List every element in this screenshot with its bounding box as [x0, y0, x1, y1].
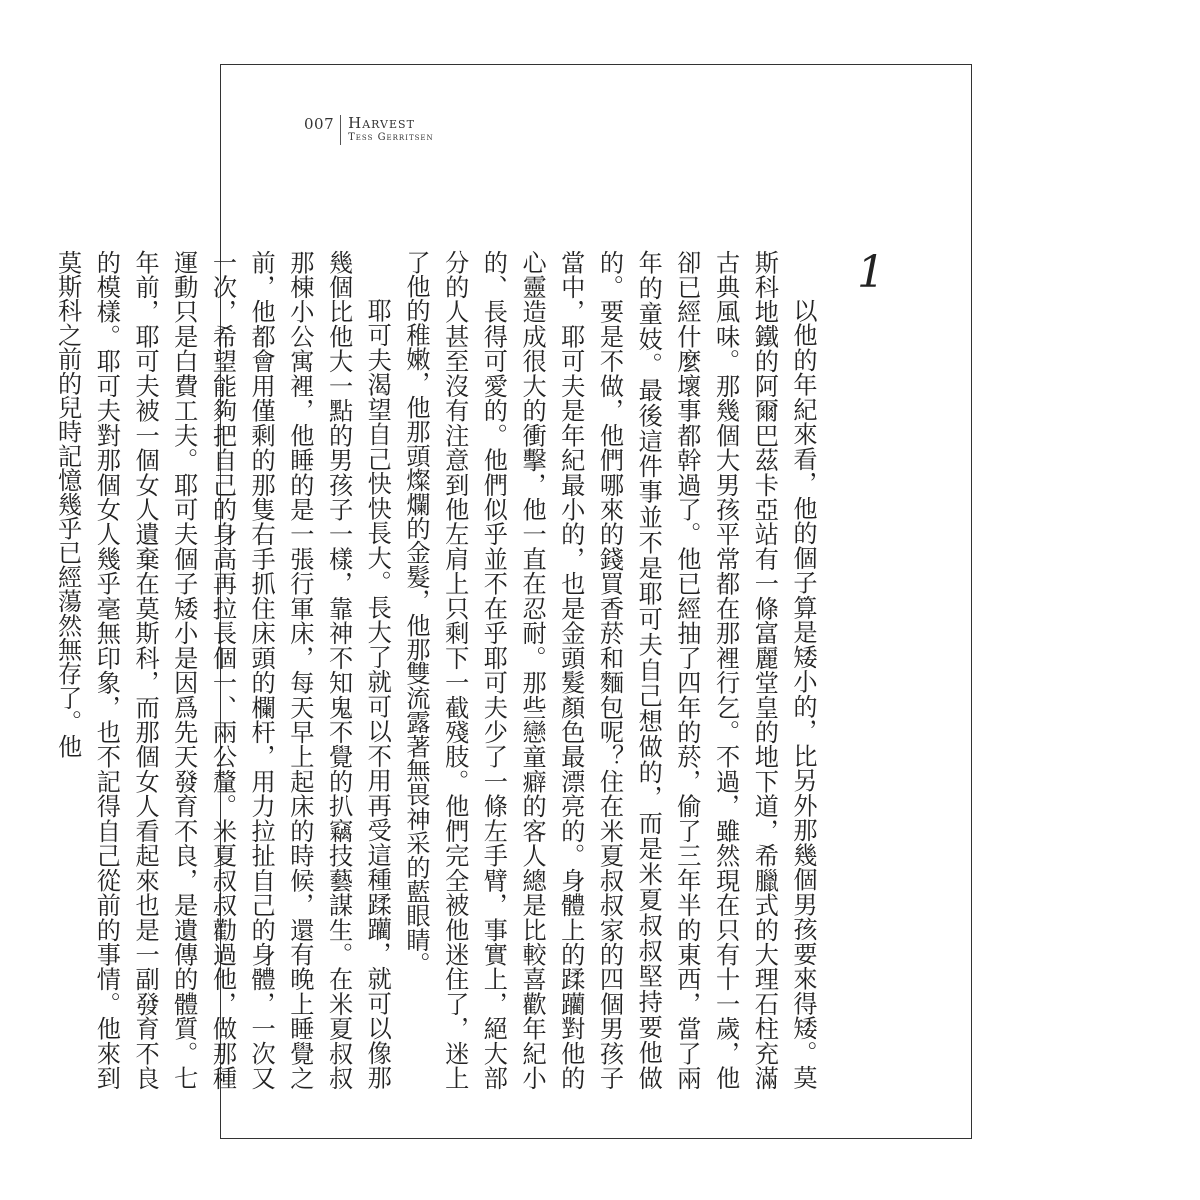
chapter-body-text [53, 250, 822, 1090]
paragraph: 耶可夫渴望自己快快長大。長大了就可以不用再受這種蹂躪，就可以像那幾個比他大一點的男孩子一樣，靠神不知鬼不覺的扒竊技藝謀生。在米夏叔叔那棟小公寓裡，他睡的是一張行軍床，每天早上起床的時候，還有晚上睡覺之前，他都會用僅剩的那隻右手抓住床頭的欄杆，用力拉扯自己的身體，一次又一次，希望能夠把自己的身高再拉長個一、兩公釐。米夏叔叔勸過他，做那種運動只是白費工夫。耶可夫個子矮小是因爲先天發育不良，是遺傳的體質。七年前，耶可夫被一個女人遺棄在莫斯科，而那個女人看起來也是一副發育不良的模樣。耶可夫對那個女人幾乎毫無印象，也不記得自己從前的事情。他來到莫斯科之前的兒時記憶幾乎已經蕩然無存了。他 [53, 250, 392, 1090]
book-title: Harvest [348, 114, 415, 132]
author-name: Tess Gerritsen [348, 132, 434, 143]
book-page [53, 64, 972, 1139]
running-header [304, 115, 434, 147]
header-titles [341, 115, 434, 145]
chapter-number: 1 [857, 247, 885, 298]
paragraph: 以他的年紀來看，他的個子算是矮小的，比另外那幾個男孩要來得矮。莫斯科地鐵的阿爾巴茲卡亞站有一條富麗堂皇的地下道，希臘式的大理石柱充滿古典風味。那幾個大男孩平常都在那裡行乞。不過，雖然現在只有十一歲，他卻已經什麼壞事都幹過了。他已經抽了四年的菸，偷了三年半的東西，當了兩年的童妓。最後這件事並不是耶可夫自己想做的，而是米夏叔叔堅持要他做的。要是不做，他們哪來的錢買香菸和麵包呢？住在米夏叔叔家的四個男孩子當中，耶可夫是年紀最小的，也是金頭髮顏色最漂亮的。身體上的蹂躪對他的心靈造成很大的衝擊，他一直在忍耐。那些戀童癖的客人總是比較喜歡年紀小的、長得可愛的。他們似乎並不在乎耶可夫少了一條左手臂，事實上，絕大部分的人甚至沒有注意到他左肩上只剩下一截殘肢。他們完全被他迷住了，迷上了他的稚嫩，他那頭燦爛的金髮，他那雙流露著無畏神采的藍眼睛。 [401, 250, 817, 1090]
page-number: 007 [304, 115, 335, 133]
